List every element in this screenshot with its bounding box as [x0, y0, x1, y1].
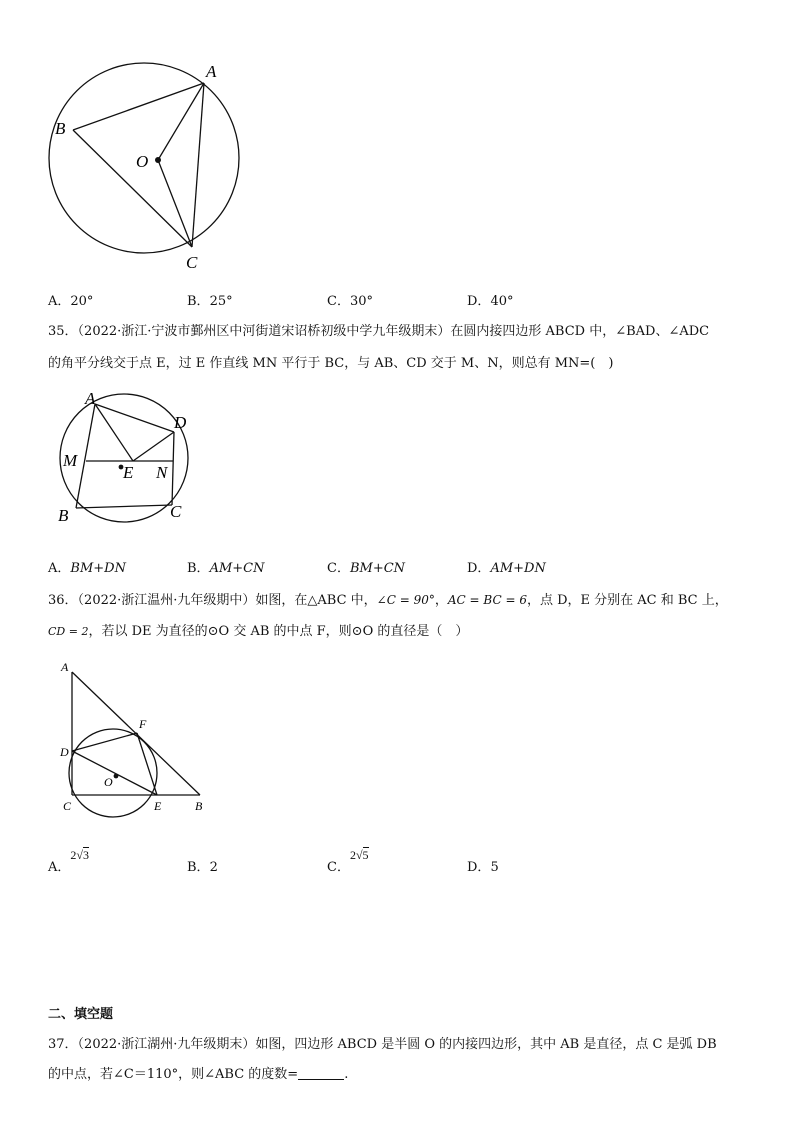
answer-blank[interactable] [298, 1067, 344, 1080]
segment-ab [76, 404, 95, 508]
label-f: F [139, 717, 147, 731]
q36-stem-c: ，若以 DE 为直径的⊙O 交 AB 的中点 F，则⊙O 的直径是（ ） [88, 624, 469, 639]
q36-option-b[interactable]: B．2 [187, 860, 218, 875]
label-a: A [61, 660, 69, 674]
segment-bc [73, 130, 192, 247]
label-b: B [55, 119, 66, 138]
label-d: D [60, 745, 69, 759]
segment-oc [158, 160, 192, 247]
center-dot [114, 774, 119, 779]
label-o: O [136, 152, 149, 171]
label-e: E [154, 799, 162, 813]
label-a: A [206, 62, 217, 81]
label-a: A [85, 389, 96, 408]
q36-ac-bc: AC = BC = 6 [447, 593, 527, 607]
label-c: C [186, 253, 198, 272]
q35-stem-line1: 35．（2022·浙江·宁波市鄞州区中河街道宋诏桥初级中学九年级期末）在圆内接四边形 ABCD 中，∠BAD、∠ADC [48, 324, 710, 339]
segment-ac [192, 83, 204, 247]
circle [60, 394, 188, 522]
label-c: C [63, 799, 72, 813]
q37-stem-line2: 的中点，若∠C＝110°，则∠ABC 的度数= . [48, 1067, 349, 1082]
q35-option-c[interactable]: C．BM+CN [327, 561, 406, 576]
label-c: C [170, 502, 182, 521]
q34-option-b[interactable]: B．25° [187, 294, 233, 309]
segment-dc [172, 432, 174, 505]
label-o: O [104, 775, 113, 789]
q36-option-a[interactable]: A．2√3 [48, 848, 89, 875]
figure-q35 [50, 388, 210, 528]
label-d: D [174, 413, 187, 432]
q36-cd: CD = 2 [48, 625, 89, 638]
q35-stem-line2: 的角平分线交于点 E，过 E 作直线 MN 平行于 BC，与 AB、CD 交于 M、N，则总有 MN=( ) [48, 356, 614, 371]
segment-ae [95, 404, 133, 461]
q36-stem-line1: 36．（2022·浙江温州·九年级期中）如图，在△ABC 中，∠C = 90°，AC = BC = 6，点 D，E 分别在 AC 和 BC 上， [48, 593, 728, 608]
q34-option-a[interactable]: A．20° [48, 294, 94, 309]
q35-option-d[interactable]: D．AM+DN [467, 561, 546, 576]
segment-de [72, 751, 157, 795]
q36-option-a-coef: 2 [70, 848, 77, 862]
segment-bc [76, 505, 172, 508]
segment-oa [158, 83, 204, 160]
q35-option-a[interactable]: A．BM+DN [48, 561, 126, 576]
label-e: E [123, 463, 134, 482]
label-b: B [195, 799, 203, 813]
q36-option-c-radicand: 5 [362, 848, 369, 862]
figure-q36 [55, 660, 220, 820]
q36-option-d[interactable]: D．5 [467, 860, 499, 875]
q37-stem-line1: 37．（2022·浙江湖州·九年级期末）如图，四边形 ABCD 是半圆 O 的内接四边形，其中 AB 是直径，点 C 是弧 DB [48, 1037, 717, 1052]
q36-stem-a: 36．（2022·浙江温州·九年级期中）如图，在△ABC 中， [48, 593, 377, 608]
segment-ad [95, 404, 174, 432]
q35-option-b[interactable]: B．AM+CN [187, 561, 265, 576]
label-n: N [156, 463, 168, 482]
section-heading: 二、填空题 [48, 1007, 114, 1022]
q36-option-c-coef: 2 [349, 848, 356, 862]
q34-option-d[interactable]: D．40° [467, 294, 514, 309]
q36-stem-line2 [48, 620, 468, 639]
q36-option-a-radicand: 3 [82, 848, 89, 862]
circle-o [69, 729, 157, 817]
q36-option-c[interactable]: C．2√5 [327, 848, 369, 875]
center-dot [155, 157, 161, 163]
figure-q34 [40, 50, 270, 280]
q36-stem-b: ，点 D，E 分别在 AC 和 BC 上， [526, 593, 728, 608]
segment-ab [73, 83, 204, 130]
segment-de [133, 432, 174, 461]
q34-option-c[interactable]: C．30° [327, 294, 373, 309]
q36-angle-c: ∠C = 90° [376, 593, 435, 607]
label-b: B [58, 506, 69, 525]
label-m: M [63, 451, 78, 470]
